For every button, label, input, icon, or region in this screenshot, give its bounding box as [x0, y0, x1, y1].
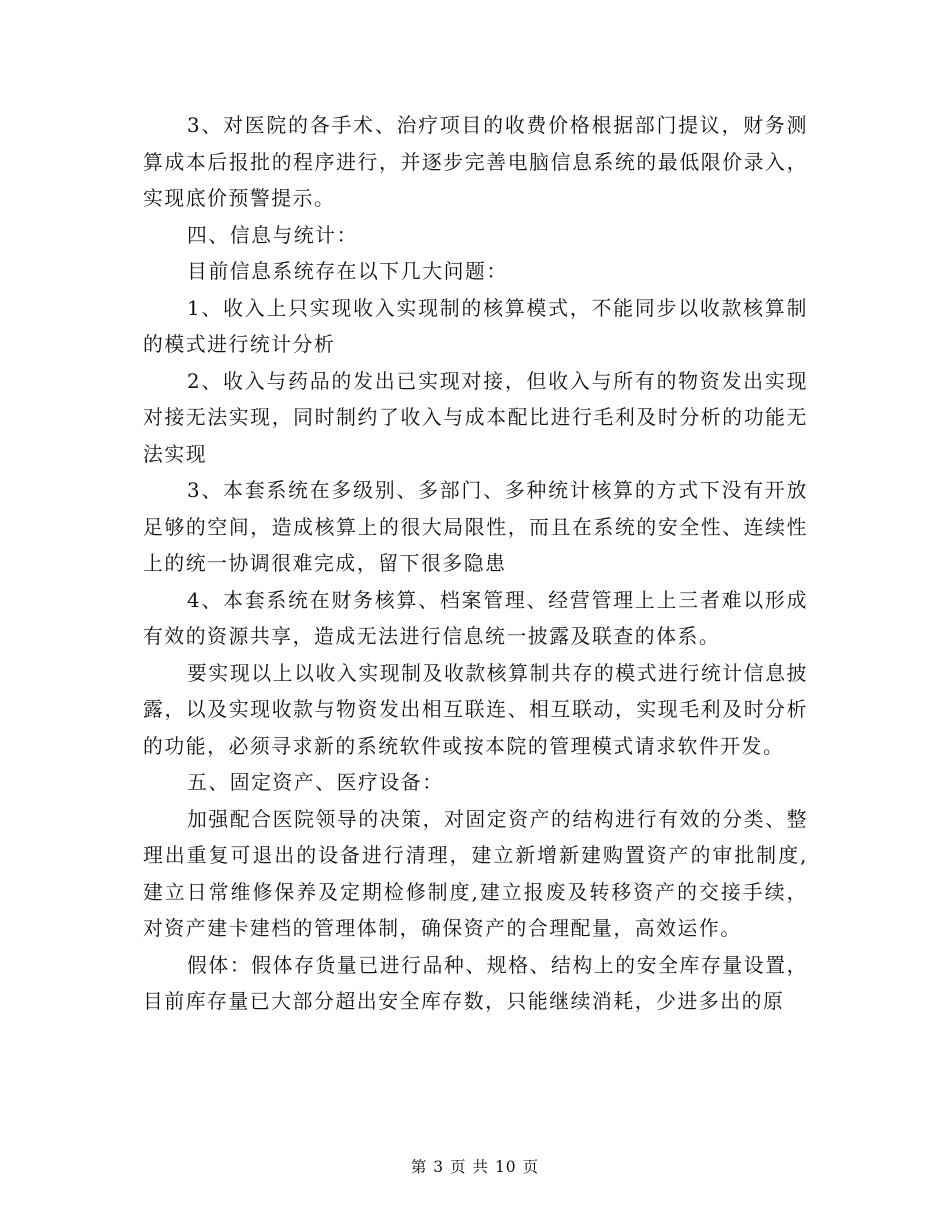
page-number: 第 3 页 共 10 页 [410, 1158, 540, 1176]
paragraph: 3、本套系统在多级别、多部门、多种统计核算的方式下没有开放足够的空间，造成核算上的很大局限性，而且在系统的安全性、连续性上的统一协调很难完成，留下很多隐患 [143, 479, 808, 575]
paragraph: 3、对医院的各手术、治疗项目的收费价格根据部门提议，财务测算成本后报批的程序进行，并逐步完善电脑信息系统的最低限价录入，实现底价预警提示。 [143, 114, 808, 210]
section-heading: 五、固定资产、医疗设备： [187, 771, 444, 794]
document-body [143, 108, 808, 1021]
paragraph: 1、收入上只实现收入实现制的核算模式，不能同步以收款核算制的模式进行统计分析 [143, 296, 808, 356]
paragraph: 目前信息系统存在以下几大问题： [187, 260, 508, 283]
paragraph: 加强配合医院领导的决策，对固定资产的结构进行有效的分类、整理出重复可退出的设备进行清理，建立新增新建购置资产的审批制度,建立日常维修保养及定期检修制度,建立报废及转移资产的交接手续，对资产建卡建档的管理体制，确保资产的合理配量，高效运作。 [143, 807, 808, 940]
paragraph: 2、收入与药品的发出已实现对接，但收入与所有的物资发出实现对接无法实现，同时制约了收入与成本配比进行毛利及时分析的功能无法实现 [143, 369, 808, 466]
paragraph: 要实现以上以收入实现制及收款核算制共存的模式进行统计信息披露，以及实现收款与物资发出相互联连、相互联动，实现毛利及时分析的功能，必须寻求新的系统软件或按本院的管理模式请求软件开发。 [143, 661, 808, 758]
paragraph: 4、本套系统在财务核算、档案管理、经营管理上上三者难以形成有效的资源共享，造成无法进行信息统一披露及联查的体系。 [143, 588, 808, 648]
paragraph: 假体：假体存货量已进行品种、规格、结构上的安全库存量设置，目前库存量已大部分超出安全库存数，只能继续消耗，少进多出的原 [143, 953, 808, 1013]
section-heading: 四、信息与统计： [187, 223, 359, 247]
